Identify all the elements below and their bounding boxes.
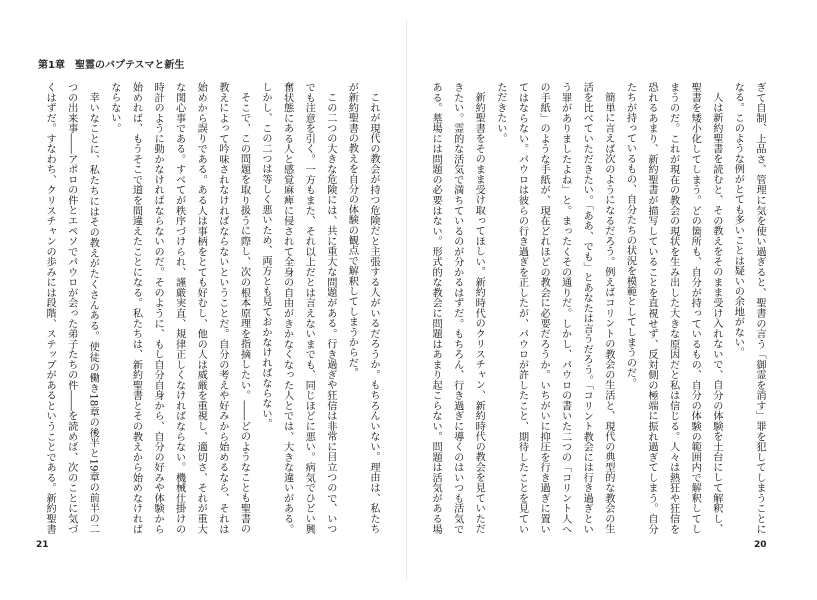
paragraph: ぎて自制、上品さ、管理に気を使い過ぎると、聖書の言う「御霊を消す」罪を犯してしまうことになる。このような例がとても多いことは疑いの余地がない。 (732, 82, 765, 534)
right-page (408, 0, 817, 600)
book-gutter (406, 20, 407, 580)
left-page-body (38, 82, 384, 534)
paragraph: これが現代の教会が持つ危険だと主張する人がいるだろうか。もちろんいない。理由は、私たちが新約聖書の教えを自分の体験の観点で解釈してしまうからだ。 (346, 82, 379, 534)
running-head: 第1章 聖霊のバプテスマと新生 (38, 60, 185, 71)
paragraph: この二つの大きな危険には、共に重大な問題がある。行き過ぎや狂信は非常に目立つので、いつでも注意を引く。一方もまた、それ以上だとは言えないまでも、同じほどに悪い。病気でひどい興奮状態にある人と感覚麻痺に侵されて全身の自由がきかなくなった人とでは、大きな違いがある。しかし、この二つは等しく悪いため、両方とも見ておかなければならない。 (260, 82, 336, 534)
page-number-left: 21 (36, 540, 49, 550)
paragraph: 簡単に言えば次のようになるだろう。例えばコリントの教会の生活と、現代の典型的な教会の生活を比べていただきたい。「ああ、でも」とあなたは言うだろう。「コリント教会には行き過ぎという罪がありましたよね」と。まったくその通りだ。しかし、パウロの書いた二つの「コリント人への手紙」のような手紙が、現在どれほどの教会に必要だろうか。いちがいに抑圧を行き過ぎに置いてはならない。パウロは彼らの行き過ぎを正したが、パウロが許したこと、期待したことを見ていただきたい。 (494, 82, 614, 534)
left-page (0, 0, 408, 600)
paragraph: 新約聖書をそのまま受け取ってほしい。新約時代のクリスチャン、新約時代の教会を見ていただきたい。霊的な活気で満ちているのが分かるはずだ。もちろん、行き過ぎに導くのはいつも活気である。墓場には問題の必要はない。形式的な教会に問題はあまり起こらない。問題は活気がある場 (430, 82, 485, 534)
paragraph: 幸いなことに、私たちにはその教えがたくさんある。使徒の働き18章の後半と19章の前半の二つの出来事――アポロの件とエペソでパウロが会った弟子たちの件――を読めば、次のことに気づくはずだ。すなわち、クリスチャンの歩みには段階、ステップがあるということである。新約聖書 (44, 82, 99, 534)
page-number-right: 20 (754, 540, 767, 550)
paragraph: 人は新約聖書を読むと、その教えをそのまま受け入れないで、自分の体験を土台にして解釈し、聖書を矮小化してしまう。どの箇所も、自分が持っているもの、自分の体験の範囲内で解釈してしまうのだ。これが現在の教会の現状を生み出した大きな原因だと私は信じる。人々は熱狂や狂信を恐れるあまり、新約聖書が描写していることを直視せず、反対側の極端に振れ過ぎてしまう。自分たちが持っているもの、自分たちの状況を模範としてしまうのだ。 (624, 82, 722, 534)
right-page-body (428, 82, 770, 534)
paragraph: そこで、この問題を取り扱うに際し、次の根本原理を指摘したい。――どのようなことも聖書の教えによって吟味されなければならないということだ。自分の考えや好みから始めるなら、それは始めから誤りである。ある人は事柄をとても好むし、他の人は威厳を重視し、適切さ、それが重大な関心事である。すべてが秩序づけられ、謹厳実直、規律正しくなければならない。機械仕掛けの時計のように動かなければならないのだ。そのように、もし自分自身から、自分の好みや体験から始めれば、もうそこで道を間違えたことになる。私たちは、新約聖書とその教えから始めなければならない。 (108, 82, 250, 534)
